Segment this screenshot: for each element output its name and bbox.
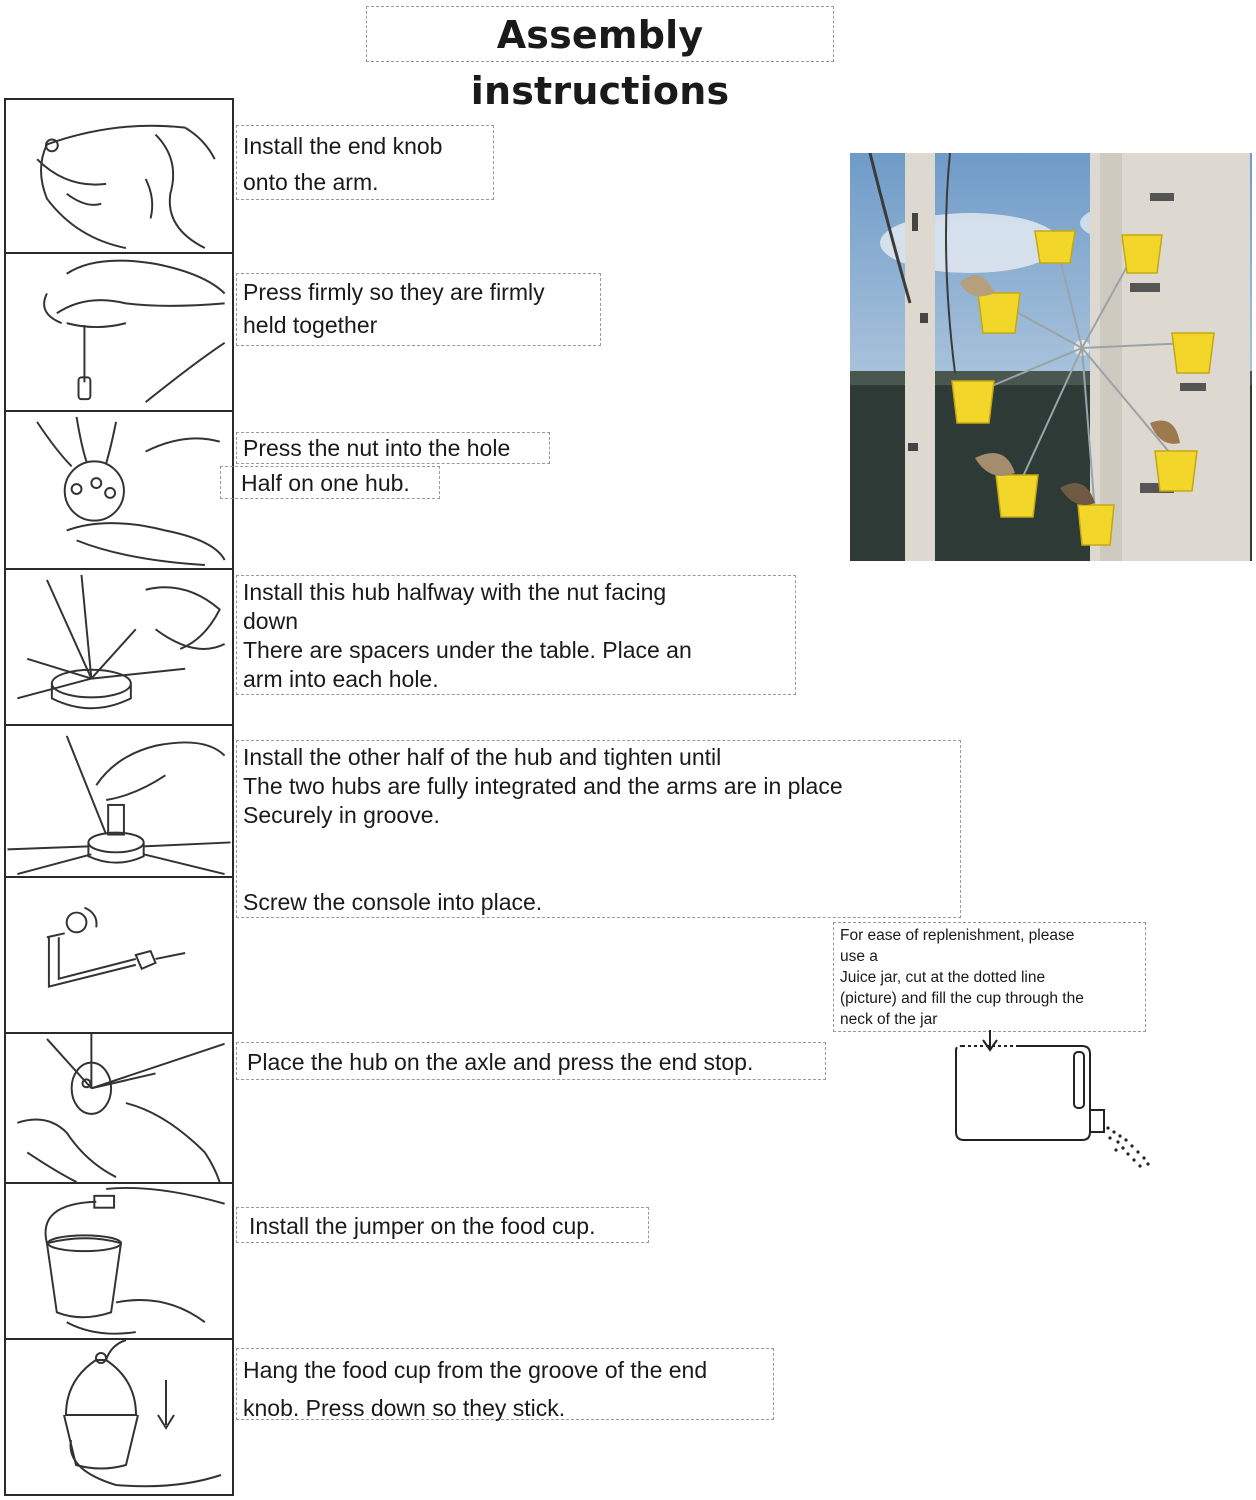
step-4-text: Install this hub halfway with the nut facing down There are spacers under the table. Place an arm into each hole. (236, 575, 796, 695)
step-3b-text: Half on one hub. (220, 466, 440, 499)
illustration-jumper-cup (6, 1184, 232, 1340)
illustration-press-firmly (6, 254, 232, 412)
step-5-text: Install the other half of the hub and tighten until The two hubs are fully integrated and the arms are in place Securely in groove. Screw the console into place. (236, 740, 961, 918)
page-title: Assembly instructions (366, 6, 834, 62)
step-3-text: Press the nut into the hole (236, 432, 550, 464)
illustration-hub-arms (6, 570, 232, 726)
illustration-hub-on-axle (6, 1034, 232, 1184)
illustration-tighten-hub (6, 726, 232, 878)
step-7-text: Install the jumper on the food cup. (236, 1207, 649, 1243)
step-2-text: Press firmly so they are firmly held together (236, 273, 601, 346)
illustration-end-knob (6, 100, 232, 254)
illustration-console (6, 878, 232, 1034)
step-6-text: Place the hub on the axle and press the end stop. (236, 1042, 826, 1080)
step-8-text: Hang the food cup from the groove of the end knob. Press down so they stick. (236, 1348, 774, 1420)
step-1-text: Install the end knob onto the arm. (236, 125, 494, 200)
refill-note: For ease of replenishment, please use a Juice jar, cut at the dotted line (picture) and fill the cup through the neck of the jar (833, 922, 1146, 1032)
illustration-hang-cup (6, 1340, 232, 1494)
juice-jar-illustration (948, 1030, 1158, 1180)
illustration-column (4, 98, 234, 1496)
illustration-nut-into-hole (6, 412, 232, 570)
product-photo (850, 153, 1252, 561)
